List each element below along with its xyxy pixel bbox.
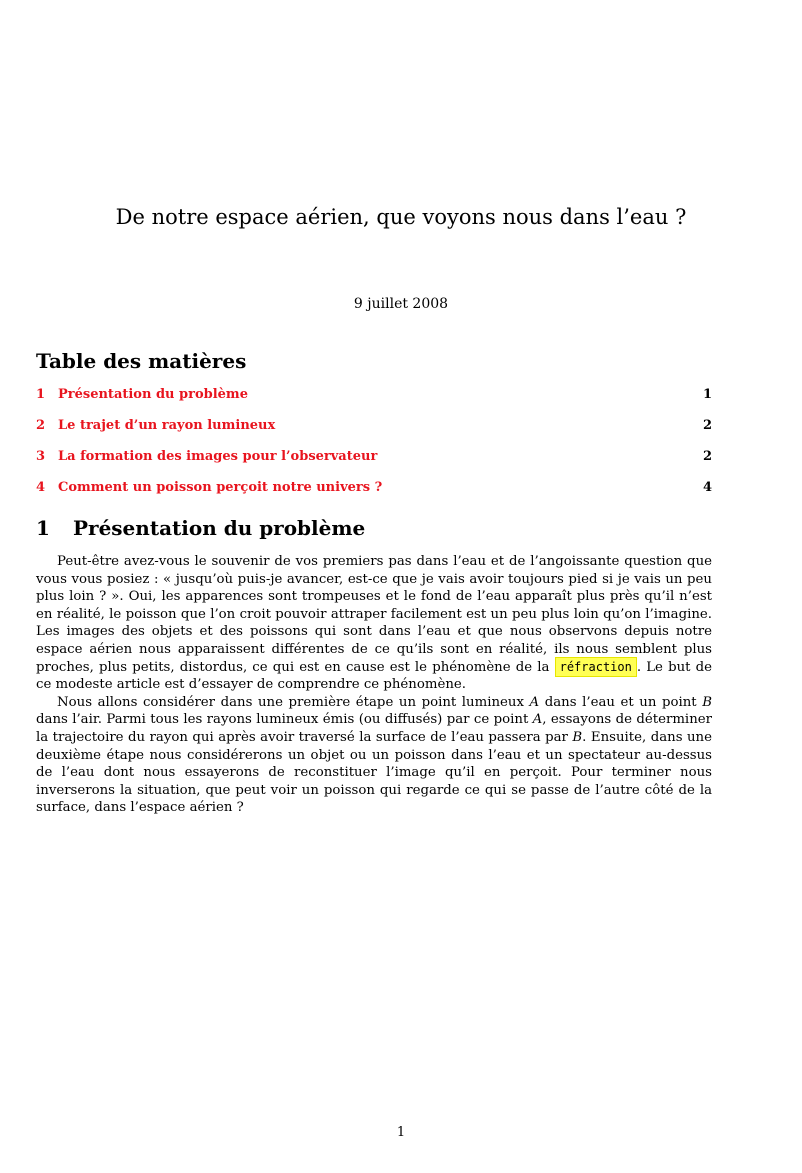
toc-item[interactable]: [36, 387, 712, 418]
math-symbol: B: [702, 694, 712, 710]
toc-item-number: 1: [36, 387, 46, 402]
section-number: 1: [36, 516, 50, 540]
section-body: [36, 553, 712, 817]
toc-item-number: 2: [36, 418, 46, 433]
paragraph-text: Peut-être avez-vous le souvenir de vos premiers pas dans l’eau et de l’angoissante question que vous vous posiez : « jusqu’où puis-je avancer, est-ce que je vais avoir toujours pied si je vais un peu plus loin ? ». Oui, les apparences sont trompeuses et le fond de l’eau apparaît plus près qu’il n’est en réalité, le poisson que l’on croit pouvoir attraper facilement est un peu plus loin qu’on l’imagine. Les images des objets et des poissons qui sont dans l’eau et que nous observons depuis notre espace aérien nous apparaissent différentes de ce qu’ils sont en réalité, ils nous semblent plus proches, plus petits, distordus, ce qui est en cause est le phénomène de la: [36, 554, 712, 675]
toc-item[interactable]: [36, 418, 712, 449]
paragraph-text: Nous allons considérer dans une première étape un point lumineux: [57, 694, 530, 710]
paragraph-text: . Ensuite, dans une deuxième étape nous considérerons un objet ou un poisson dans l’eau et un spectateur au-dessus de l’eau dont nous essayerons de reconstituer l’image qu’il en perçoit. Pour terminer nous inverserons la situation, que peut voir un poisson qui regarde ce qui se passe de l’autre côté de la surface, dans l’espace aérien ?: [36, 729, 712, 816]
toc-item-page: 1: [702, 387, 712, 402]
page-number: 1: [396, 1125, 406, 1140]
paragraph-text: dans l’air. Parmi tous les rayons lumineux émis (ou diffusés) par ce point: [36, 712, 533, 728]
toc-item-page: 2: [702, 449, 712, 464]
highlighted-term: réfraction: [555, 657, 637, 677]
math-symbol: A: [529, 694, 540, 710]
paragraph: [36, 553, 712, 694]
table-of-contents: [36, 387, 712, 511]
toc-item[interactable]: [36, 480, 712, 511]
toc-item[interactable]: [36, 449, 712, 480]
toc-heading: Table des matières: [36, 349, 247, 373]
toc-item-label[interactable]: Le trajet d’un rayon lumineux: [58, 418, 276, 433]
toc-item-label[interactable]: Présentation du problème: [58, 387, 248, 402]
math-symbol: B: [572, 729, 583, 745]
toc-item-number: 3: [36, 449, 46, 464]
toc-item-page: 2: [702, 418, 712, 433]
paragraph: [36, 694, 712, 817]
document-title: De notre espace aérien, que voyons nous dans l’eau ?: [115, 205, 687, 229]
toc-item-label[interactable]: Comment un poisson perçoit notre univers ?: [58, 480, 383, 495]
paragraph-text: , essayons de déterminer la trajectoire du rayon qui après avoir traversé la surface de l’eau passera par: [36, 712, 712, 745]
toc-item-label[interactable]: La formation des images pour l’observateur: [58, 449, 378, 464]
toc-item-number: 4: [36, 480, 46, 495]
math-symbol: A: [532, 712, 543, 728]
section-title: Présentation du problème: [73, 516, 366, 540]
toc-item-page: 4: [702, 480, 712, 495]
document-date: 9 juillet 2008: [353, 296, 449, 312]
section-heading: [36, 516, 365, 540]
paragraph-text: dans l’eau et un point: [539, 694, 703, 710]
paragraph-text: . Le but de ce modeste article est d’essayer de comprendre ce phénomène.: [36, 659, 713, 693]
